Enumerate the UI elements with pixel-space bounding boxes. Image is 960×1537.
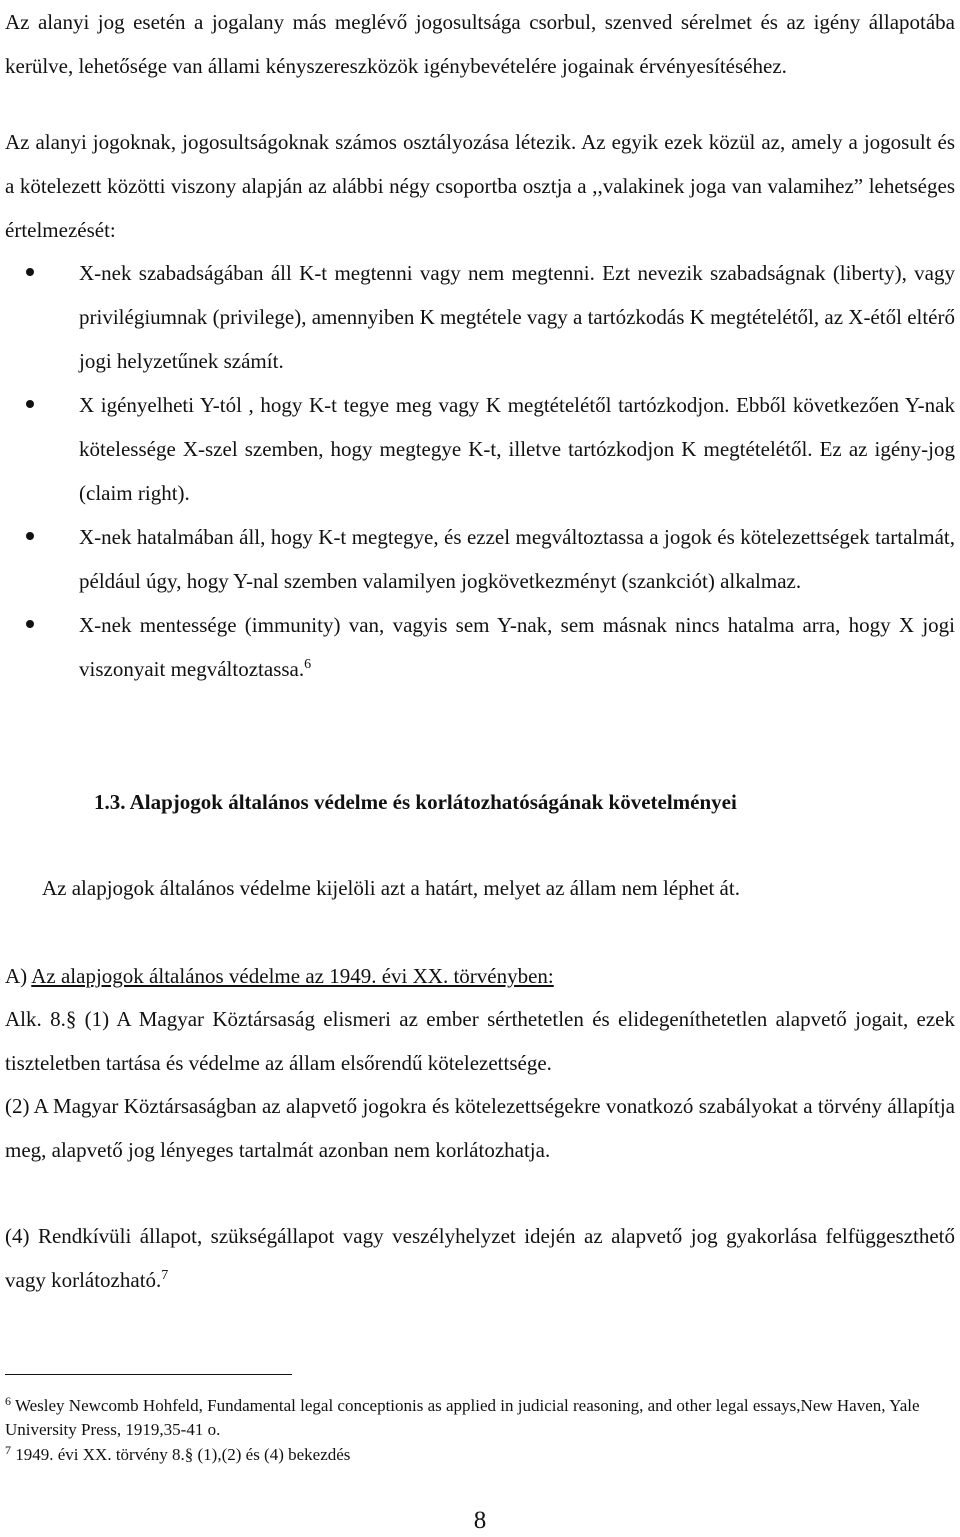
- paragraph-osztalyozas: Az alanyi jogoknak, jogosultságoknak számos osztályozása létezik. Az egyik ezek közül az, amely a jogosult és a kötelezett közötti viszony alapján az alábbi négy csoportba osztja a ,,valakinek joga van valamihez” lehetséges értelmezését:: [5, 130, 955, 242]
- section-heading: 1.3. Alapjogok általános védelme és korlátozhatóságának követelményei: [94, 790, 737, 814]
- alk-paragraph-1: Alk. 8.§ (1) A Magyar Köztársaság elismeri az ember sérthetetlen és elidegeníthetetlen alapvető jogait, ezek tiszteletben tartása és védelme az állam elsőrendű kötelezettsége.: [5, 1007, 955, 1075]
- bullet-text: X-nek szabadságában áll K-t megtenni vagy nem megtenni. Ezt nevezik szabadságnak (liberty), vagy privilégiumnak (privilege), amennyiben K megtétele vagy a tartózkodás K megtételétől, az X-étől eltérő jogi helyzetűnek számít.: [79, 261, 955, 373]
- paragraph-alanyi-jog: Az alanyi jog esetén a jogalany más meglévő jogosultsága csorbul, szenved sérelmet és az igény állapotába kerülve, lehetősége van állami kényszereszközök igénybevételére jogainak érvényesítéséhez.: [5, 10, 955, 78]
- alk-paragraph-4-text: (4) Rendkívüli állapot, szükségállapot vagy veszélyhelyzet idején az alapvető jog gyakorlása felfüggeszthető vagy korlátozható.: [5, 1224, 955, 1292]
- bullet-text: X-nek hatalmában áll, hogy K-t megtegye, és ezzel megváltoztassa a jogok és kötelezettségek tartalmát, például úgy, hogy Y-nal szemben valamilyen jogkövetkezményt (szankciót) alkalmaz.: [79, 525, 955, 593]
- subheading-prefix: A): [5, 964, 32, 988]
- footnote-ref-7[interactable]: 7: [161, 1268, 169, 1283]
- footnote-text: Wesley Newcomb Hohfeld, Fundamental legal conceptionis as applied in judicial reasoning, and other legal essays,New Haven, Yale University Press, 1919,35-41 o.: [5, 1396, 920, 1439]
- footnote-divider: [5, 1374, 292, 1375]
- bullet-icon: [26, 268, 34, 276]
- page-number: 8: [473, 1507, 487, 1534]
- footnote-text: 1949. évi XX. törvény 8.§ (1),(2) és (4) bekezdés: [11, 1445, 351, 1464]
- bullet-item-claim-right: [0, 383, 960, 515]
- bullet-item-immunity: [0, 603, 960, 691]
- bullet-icon: [26, 400, 34, 408]
- rights-bullet-list: [0, 251, 960, 691]
- bullet-icon: [26, 532, 34, 540]
- bullet-item-liberty: [0, 251, 960, 383]
- footnote-number: 6: [5, 1394, 11, 1408]
- alk-paragraph-4: [5, 1214, 955, 1302]
- bullet-item-power: [0, 515, 960, 603]
- footnote-ref-6[interactable]: 6: [304, 657, 312, 672]
- footnote-6: [5, 1394, 945, 1442]
- footnote-number: 7: [5, 1443, 11, 1457]
- bullet-text: X-nek mentessége (immunity) van, vagyis sem Y-nak, sem másnak nincs hatalma arra, hogy X jogi viszonyait megváltoztassa.: [79, 613, 955, 681]
- subheading-underlined: Az alapjogok általános védelme az 1949. évi XX. törvényben:: [31, 964, 554, 988]
- alk-paragraph-2: (2) A Magyar Köztársaságban az alapvető jogokra és kötelezettségekre vonatkozó szabályokat a törvény állapítja meg, alapvető jog lényeges tartalmát azonban nem korlátozhatja.: [5, 1094, 955, 1162]
- bullet-icon: [26, 620, 34, 628]
- section-intro: Az alapjogok általános védelme kijelöli azt a határt, melyet az állam nem léphet át.: [42, 876, 740, 900]
- footnote-7: [5, 1443, 945, 1467]
- bullet-text: X igényelheti Y-tól , hogy K-t tegye meg vagy K megtételétől tartózkodjon. Ebből következően Y-nak kötelessége X-szel szemben, hogy megtegye K-t, illetve tartózkodjon K megtételétől. Ez az igény-jog (claim right).: [79, 393, 955, 505]
- subheading: [5, 954, 955, 998]
